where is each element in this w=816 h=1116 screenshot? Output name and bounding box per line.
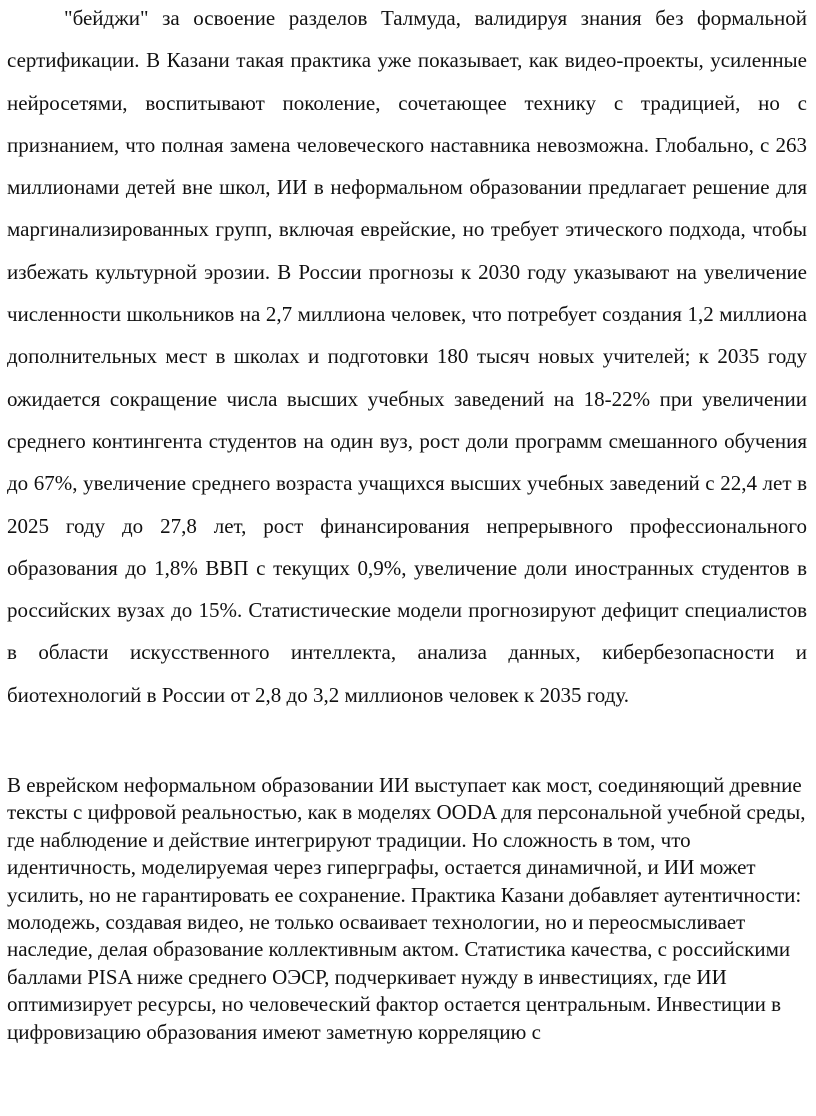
body-paragraph-1: "бейджи" за освоение разделов Талмуда, валидируя знания без формальной сертификации. В Казани такая практика уже показывает, как видео-проекты, усиленные нейросетями, воспитывают поколение, сочетающее технику с традицией, но с признанием, что полная замена человеческого наставника невозможна. Глобально, с 263 миллионами детей вне школ, ИИ в неформальном образовании предлагает решение для маргинализированных групп, включая еврейские, но требует этического подхода, чтобы избежать культурной эрозии. В России прогнозы к 2030 году указывают на увеличение численности школьников на 2,7 миллиона человек, что потребует создания 1,2 миллиона дополнительных мест в школах и подготовки 180 тысяч новых учителей; к 2035 году ожидается сокращение числа высших учебных заведений на 18-22% при увеличении среднего контингента студентов на один вуз, рост доли программ смешанного обучения до 67%, увеличение среднего возраста учащихся высших учебных заведений с 22,4 лет в 2025 году до 27,8 лет, рост финансирования непрерывного профессионального образования до 1,8% ВВП с текущих 0,9%, увеличение доли иностранных студентов в российских вузах до 15%. Статистические модели прогнозируют дефицит специалистов в области искусственного интеллекта, анализа данных, кибербезопасности и биотехнологий в России от 2,8 до 3,2 миллионов человек к 2035 году. <box>7 6 807 707</box>
body-paragraph-2: В еврейском неформальном образовании ИИ выступает как мост, соединяющий древние тексты с цифровой реальностью, как в моделях OODA для персональной учебной среды, где наблюдение и действие интегрируют традиции. Но сложность в том, что идентичность, моделируемая через гиперграфы, остается динамичной, и ИИ может усилить, но не гарантировать ее сохранение. Практика Казани добавляет аутентичности: молодежь, создавая видео, не только осваивает технологии, но и переосмысливает наследие, делая образование коллективным актом. Статистика качества, с российскими баллами PISA ниже среднего ОЭСР, подчеркивает нужду в инвестициях, где ИИ оптимизирует ресурсы, но человеческий фактор остается центральным. Инвестиции в цифровизацию образования имеют заметную корреляцию с <box>7 773 806 1044</box>
